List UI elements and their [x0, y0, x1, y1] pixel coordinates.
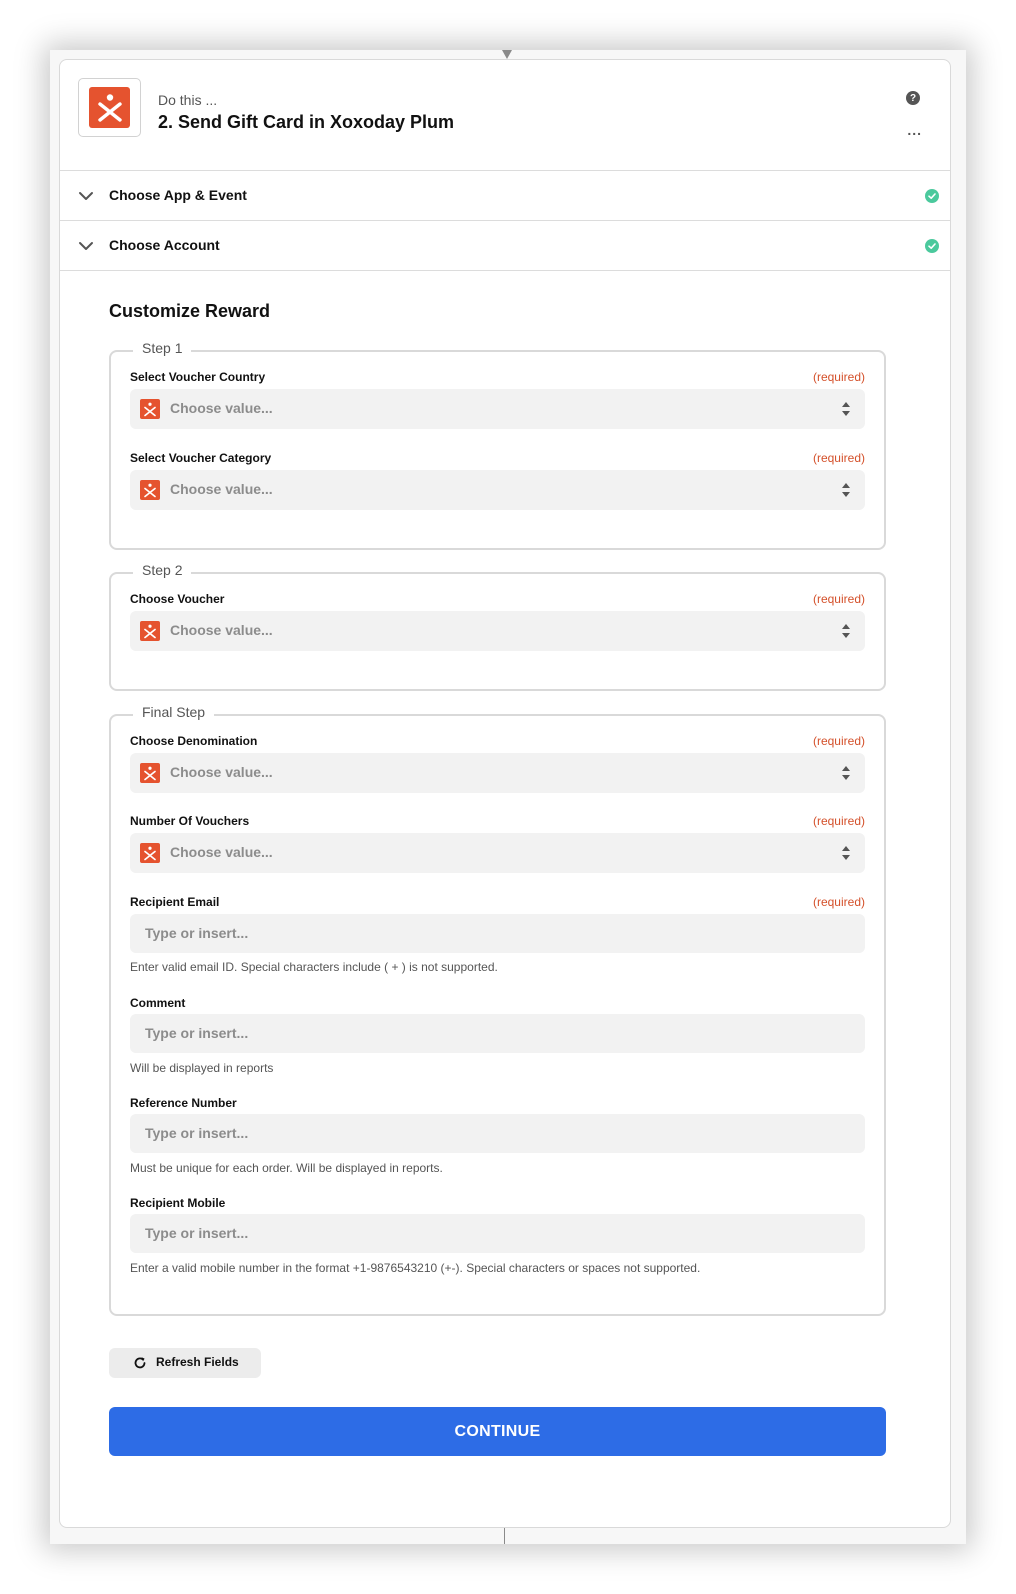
- recipient-mobile-label: Recipient Mobile: [130, 1196, 226, 1210]
- select-placeholder: Choose value...: [170, 400, 273, 416]
- select-arrows-icon: [841, 765, 851, 781]
- select-arrows-icon: [841, 401, 851, 417]
- select-arrows-icon: [841, 623, 851, 639]
- step-subtitle: Do this ...: [158, 92, 218, 108]
- voucher-category-select[interactable]: [130, 470, 865, 510]
- step-legend: Final Step: [133, 704, 214, 720]
- choose-voucher-select[interactable]: [130, 611, 865, 651]
- step-legend: Step 2: [133, 562, 191, 578]
- step-2-group: [109, 562, 886, 691]
- xoxoday-logo-icon: [140, 621, 160, 641]
- reference-number-label: Reference Number: [130, 1096, 237, 1110]
- comment-input[interactable]: [130, 1014, 865, 1053]
- required-tag: (required): [812, 451, 865, 465]
- check-circle-icon: [925, 239, 939, 253]
- select-placeholder: Choose value...: [170, 764, 273, 780]
- denomination-select[interactable]: [130, 753, 865, 793]
- section-title: Customize Reward: [109, 301, 271, 321]
- select-placeholder: Choose value...: [170, 481, 273, 497]
- more-dots-icon[interactable]: ...: [907, 122, 922, 138]
- select-placeholder: Choose value...: [170, 844, 273, 860]
- step-1-group: [109, 340, 886, 550]
- recipient-email-input[interactable]: [130, 914, 865, 953]
- app-logo: [78, 78, 141, 137]
- step-card: [59, 59, 951, 1528]
- denomination-label: Choose Denomination: [130, 734, 258, 748]
- input-placeholder: Type or insert...: [145, 1225, 249, 1241]
- select-arrows-icon: [841, 482, 851, 498]
- step-legend: Step 1: [133, 340, 191, 356]
- refresh-icon: [133, 1356, 147, 1370]
- recipient-mobile-input[interactable]: [130, 1214, 865, 1253]
- check-circle-icon: [925, 189, 939, 203]
- section-label: Choose Account: [109, 237, 220, 253]
- connector-top-arrow-icon: [502, 50, 512, 59]
- reference-number-help: Must be unique for each order. Will be displayed in reports.: [130, 1161, 443, 1175]
- input-placeholder: Type or insert...: [145, 1025, 249, 1041]
- reference-number-input[interactable]: [130, 1114, 865, 1153]
- xoxoday-logo-icon: [140, 480, 160, 500]
- voucher-category-label: Select Voucher Category: [130, 451, 272, 465]
- comment-help: Will be displayed in reports: [130, 1061, 274, 1075]
- final-step-group: [109, 704, 886, 1316]
- refresh-fields-label: Refresh Fields: [156, 1355, 239, 1369]
- comment-label: Comment: [130, 996, 186, 1010]
- step-header: [60, 60, 950, 171]
- required-tag: (required): [812, 814, 865, 828]
- chevron-down-icon: [78, 188, 94, 204]
- required-tag: (required): [812, 592, 865, 606]
- select-arrows-icon: [841, 845, 851, 861]
- input-placeholder: Type or insert...: [145, 925, 249, 941]
- required-tag: (required): [812, 895, 865, 909]
- num-vouchers-label: Number Of Vouchers: [130, 814, 250, 828]
- xoxoday-logo-icon: [140, 843, 160, 863]
- num-vouchers-select[interactable]: [130, 833, 865, 873]
- chevron-down-icon: [78, 238, 94, 254]
- voucher-country-label: Select Voucher Country: [130, 370, 266, 384]
- xoxoday-logo-icon: [140, 763, 160, 783]
- section-choose-app-event[interactable]: [60, 171, 950, 221]
- input-placeholder: Type or insert...: [145, 1125, 249, 1141]
- help-circle-icon[interactable]: ?: [906, 91, 920, 105]
- continue-button[interactable]: CONTINUE: [109, 1407, 886, 1456]
- section-choose-account[interactable]: [60, 221, 950, 271]
- section-label: Choose App & Event: [109, 187, 247, 203]
- select-placeholder: Choose value...: [170, 622, 273, 638]
- required-tag: (required): [812, 734, 865, 748]
- connector-bottom-line: [504, 1527, 505, 1544]
- choose-voucher-label: Choose Voucher: [130, 592, 225, 606]
- voucher-country-select[interactable]: [130, 389, 865, 429]
- refresh-fields-button[interactable]: [109, 1348, 261, 1378]
- xoxoday-logo-icon: [89, 87, 130, 128]
- recipient-email-help: Enter valid email ID. Special characters include ( + ) is not supported.: [130, 960, 498, 974]
- required-tag: (required): [812, 370, 865, 384]
- xoxoday-logo-icon: [140, 399, 160, 419]
- recipient-email-label: Recipient Email: [130, 895, 220, 909]
- recipient-mobile-help: Enter a valid mobile number in the format +1-9876543210 (+-). Special characters or spaces not supported.: [130, 1261, 701, 1275]
- step-title: 2. Send Gift Card in Xoxoday Plum: [158, 112, 455, 132]
